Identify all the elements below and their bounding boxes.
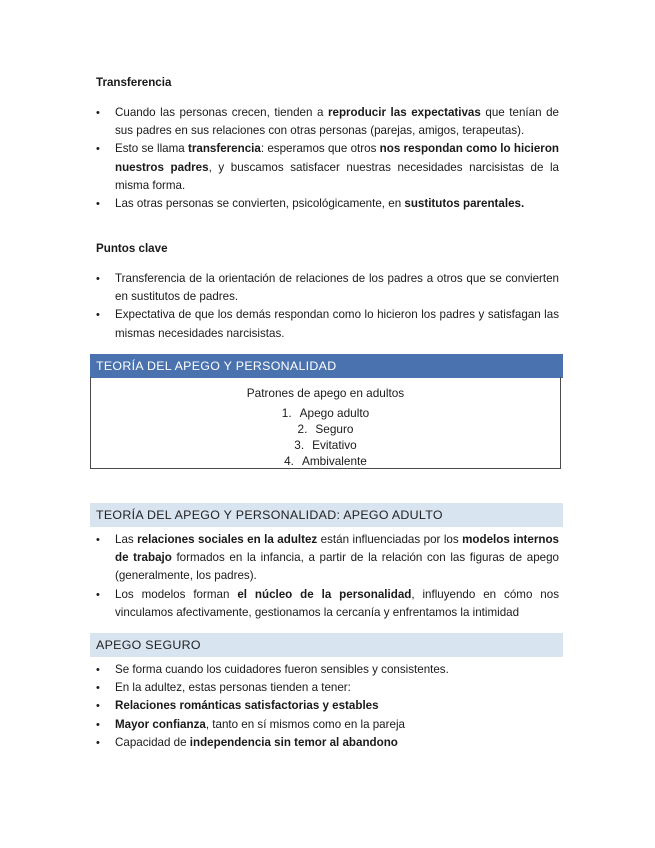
list-item: • Las otras personas se convierten, psicológicamente, en sustitutos parentales. xyxy=(96,195,559,213)
patrones-apego-list xyxy=(91,405,560,469)
list-item: • Esto se llama transferencia: esperamos que otros nos respondan como lo hicieron nuestros padres, y buscamos satisfacer nuestras necesidades narcisistas de la misma forma. xyxy=(96,140,559,195)
list-item: • Se forma cuando los cuidadores fueron sensibles y consistentes. xyxy=(96,661,559,679)
list-item: • Capacidad de independencia sin temor al abandono xyxy=(96,734,559,752)
list-item: 1. Apego adulto xyxy=(281,406,370,420)
list-item: • En la adultez, estas personas tienden a tener: xyxy=(96,679,559,697)
list-item: • Mayor confianza, tanto en sí mismos como en la pareja xyxy=(96,716,559,734)
apego-adulto-list xyxy=(96,531,559,622)
section-title-puntos-clave: Puntos clave xyxy=(96,242,168,255)
list-item: • Cuando las personas crecen, tienden a reproducir las expectativas que tenían de sus padres en sus relaciones con otras personas (parejas, amigos, terapeutas). xyxy=(96,104,559,140)
list-item: • Transferencia de la orientación de relaciones de los padres a otros que se convierten en sustitutos de padres. xyxy=(96,270,559,306)
apego-seguro-list xyxy=(96,661,559,752)
patrones-apego-box xyxy=(90,377,561,469)
list-item: • Expectativa de que los demás respondan como lo hicieron los padres y satisfagan las mismas necesidades narcisistas. xyxy=(96,306,559,342)
list-item: • Relaciones románticas satisfactorias y estables xyxy=(96,697,559,715)
patrones-apego-caption: Patrones de apego en adultos xyxy=(246,386,405,400)
header-apego-adulto: TEORÍA DEL APEGO Y PERSONALIDAD: APEGO ADULTO xyxy=(90,503,563,527)
list-item: • Los modelos forman el núcleo de la personalidad, influyendo en cómo nos vinculamos afectivamente, gestionamos la cercanía y enfrentamos la intimidad xyxy=(96,586,559,622)
list-item: • Las relaciones sociales en la adultez están influenciadas por los modelos internos de trabajo formados en la infancia, a partir de la relación con las figuras de apego (generalmente, los padres). xyxy=(96,531,559,586)
header-apego-personalidad: TEORÍA DEL APEGO Y PERSONALIDAD xyxy=(90,354,563,378)
list-item: 3. Evitativo xyxy=(294,438,357,452)
puntos-clave-list xyxy=(96,270,559,343)
list-item: 4. Ambivalente xyxy=(284,454,367,468)
header-apego-seguro: APEGO SEGURO xyxy=(90,633,563,657)
list-item: 2. Seguro xyxy=(297,422,354,436)
transferencia-list xyxy=(96,104,559,213)
section-title-transferencia: Transferencia xyxy=(96,76,172,89)
